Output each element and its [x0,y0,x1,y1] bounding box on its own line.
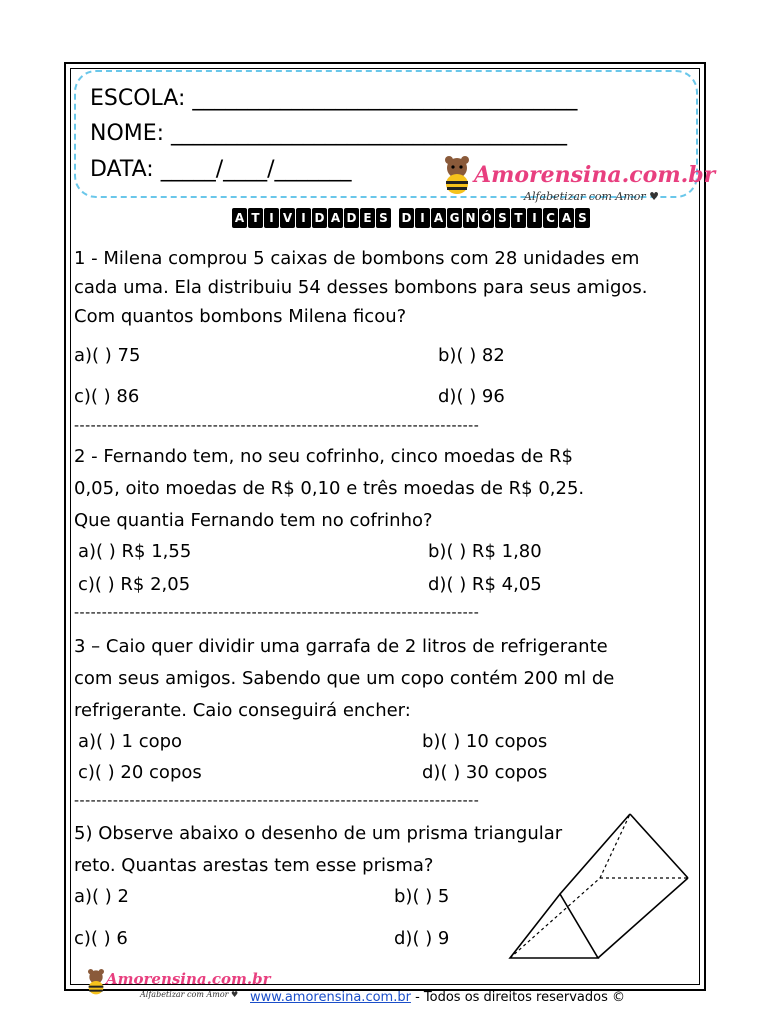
question-1-line-1: 1 - Milena comprou 5 caixas de bombons com 28 unidades em [74,248,640,269]
bee-mascot-icon [436,152,478,196]
banner-letter: S [376,208,391,228]
question-2-option-c[interactable]: c)( ) R$ 2,05 [78,574,191,595]
banner-letter: D [312,208,327,228]
question-5-option-b[interactable]: b)( ) 5 [394,886,450,907]
data-line: DATA: _____/____/_______ [90,157,352,182]
question-1-option-c[interactable]: c)( ) 86 [74,386,140,407]
banner-letter: V [280,208,295,228]
banner-letter: A [328,208,343,228]
question-1-option-b[interactable]: b)( ) 82 [438,345,505,366]
question-3-line-3: refrigerante. Caio conseguirá encher: [74,700,411,721]
banner-letter: I [527,208,542,228]
triangular-prism-figure [500,806,696,966]
question-5-option-a[interactable]: a)( ) 2 [74,886,129,907]
question-2-option-d[interactable]: d)( ) R$ 4,05 [428,574,542,595]
question-1-option-d[interactable]: d)( ) 96 [438,386,505,407]
escola-line: ESCOLA: ___________________________________ [90,86,578,111]
question-5-option-d[interactable]: d)( ) 9 [394,928,450,949]
banner-letter: A [559,208,574,228]
footer-link[interactable]: www.amorensina.com.br [250,990,411,1005]
brand-name: Amorensina.com.br [474,162,716,188]
question-3-line-2: com seus amigos. Sabendo que um copo contém 200 ml de [74,668,615,689]
separator-3: ------------------------------------------------------------------------- [74,793,480,809]
banner-letter: A [232,208,247,228]
section-banner [232,208,590,230]
question-2-line-3: Que quantia Fernando tem no cofrinho? [74,510,433,531]
banner-letter: A [431,208,446,228]
banner-letter: C [543,208,558,228]
banner-letter: I [415,208,430,228]
question-3-option-d[interactable]: d)( ) 30 copos [422,762,548,783]
question-2-option-a[interactable]: a)( ) R$ 1,55 [78,541,192,562]
separator-1: ------------------------------------------------------------------------- [74,418,480,434]
question-1-line-2: cada uma. Ela distribuiu 54 desses bombons para seus amigos. [74,277,648,298]
question-5-line-1: 5) Observe abaixo o desenho de um prisma triangular [74,823,563,844]
brand-tagline: Alfabetizar com Amor ♥ [524,190,660,203]
question-3-option-b[interactable]: b)( ) 10 copos [422,731,548,752]
question-1-line-3: Com quantos bombons Milena ficou? [74,306,407,327]
footer-brand-tagline: Alfabetizar com Amor ♥ [140,990,239,999]
banner-letter: N [463,208,478,228]
question-5-option-c[interactable]: c)( ) 6 [74,928,128,949]
banner-letter: E [360,208,375,228]
question-1-option-a[interactable]: a)( ) 75 [74,345,141,366]
question-2-option-b[interactable]: b)( ) R$ 1,80 [428,541,542,562]
banner-letter: S [495,208,510,228]
banner-letter: Ó [479,208,494,228]
banner-letter: D [399,208,414,228]
question-2-line-2: 0,05, oito moedas de R$ 0,10 e três moedas de R$ 0,25. [74,478,585,499]
question-3-option-a[interactable]: a)( ) 1 copo [78,731,183,752]
footer-rights-text: - Todos os direitos reservados © [410,990,625,1005]
banner-letter: D [344,208,359,228]
question-3-option-c[interactable]: c)( ) 20 copos [78,762,202,783]
banner-letter: T [511,208,526,228]
banner-letter: I [264,208,279,228]
question-3-line-1: 3 – Caio quer dividir uma garrafa de 2 litros de refrigerante [74,636,608,657]
separator-2: ------------------------------------------------------------------------- [74,605,480,621]
footer-brand-name: Amorensina.com.br [106,970,271,988]
banner-space [392,208,398,228]
footer-copyright [250,990,625,1005]
banner-letter: T [248,208,263,228]
banner-letter: G [447,208,462,228]
banner-letter: S [575,208,590,228]
nome-line: NOME: ____________________________________ [90,121,568,146]
banner-letter: I [296,208,311,228]
question-5-line-2: reto. Quantas arestas tem esse prisma? [74,855,434,876]
question-2-line-1: 2 - Fernando tem, no seu cofrinho, cinco moedas de R$ [74,446,573,467]
